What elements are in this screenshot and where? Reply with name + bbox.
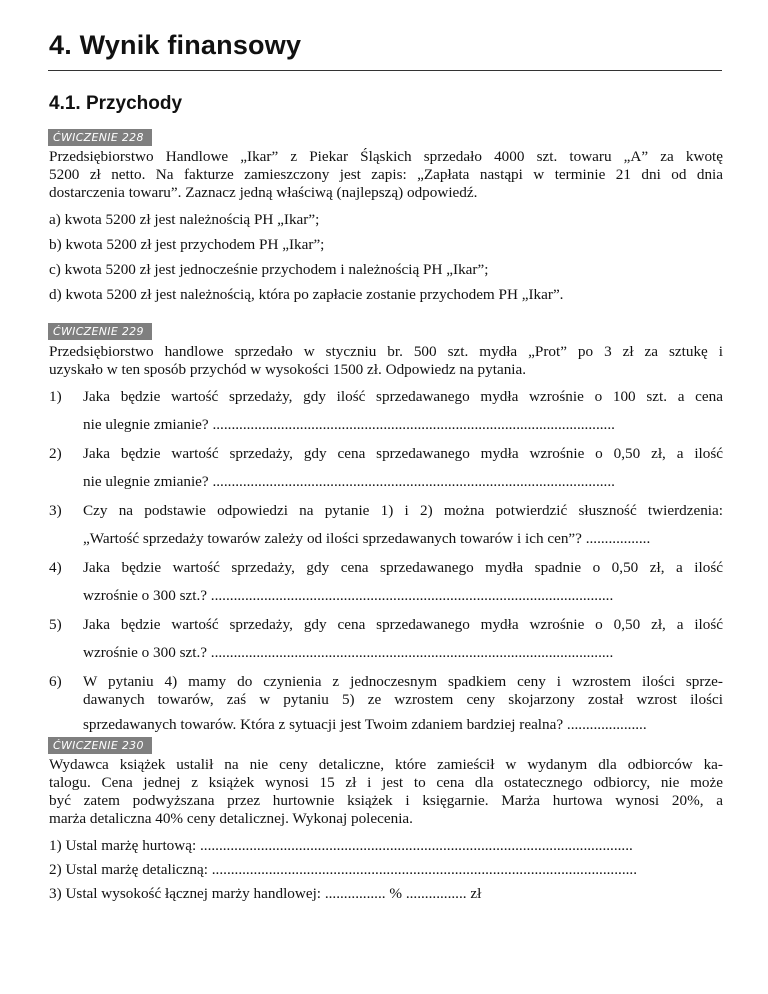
exercise-230-intro-line-3: być zatem podwyższana przez hurtownie książek i księgarnie. Marża hurtowa wynosi 20%, a [49,792,723,809]
title-divider [48,70,722,71]
exercise-228-option-b: b) kwota 5200 zł jest przychodem PH „Ikar”; [49,236,325,253]
exercise-228-intro-line-2: 5200 zł netto. Na fakturze zamieszczony jest zapis: „Zapłata nastąpi w terminie 21 dni od dnia [49,166,723,183]
exercise-228-intro-line-3: dostarczenia towaru”. Zaznacz jedną właściwą (najlepszą) odpowiedź. [49,184,478,201]
exercise-229-question-4 [49,559,723,577]
question-5-text: Jaka będzie wartość sprzedaży, gdy cena sprzedawanego mydła wzrośnie o 0,50 zł, a ilość [83,616,723,633]
question-2-number: 2) [49,445,62,462]
exercise-228-intro-line-1: Przedsiębiorstwo Handlowe „Ikar” z Piekar Śląskich sprzedało 4000 szt. towaru „A” za kwotę [49,148,723,165]
question-1-text: Jaka będzie wartość sprzedaży, gdy ilość sprzedawanego mydła wzrośnie o 100 szt. a cena [83,388,723,405]
question-5-number: 5) [49,616,62,633]
question-4-number: 4) [49,559,62,576]
question-4-text: Jaka będzie wartość sprzedaży, gdy cena sprzedawanego mydła spadnie o 0,50 zł, a ilość [83,559,723,576]
section-title: 4.1. Przychody [49,93,183,114]
question-6-number: 6) [49,673,62,690]
question-3-answer-line: „Wartość sprzedaży towarów zależy od ilości sprzedawanych towarów i ich cen”? ................. [83,530,651,547]
chapter-title: 4. Wynik finansowy [49,30,302,60]
exercise-230-task-1: 1) Ustal marżę hurtową: .................................................................................................................. [49,837,633,854]
exercise-230-task-3: 3) Ustal wysokość łącznej marży handlowej: ................ % ................ zł [49,885,482,902]
exercise-230-task-2: 2) Ustal marżę detaliczną: ................................................................................................................ [49,861,638,878]
question-2-answer-line: nie ulegnie zmianie? .......................................................................................................... [83,473,615,490]
exercise-229-question-1 [49,388,723,406]
question-2-text: Jaka będzie wartość sprzedaży, gdy cena sprzedawanego mydła wzrośnie o 0,50 zł, a ilość [83,445,723,462]
exercise-230-intro-line-2: talogu. Cena jednej z książek wynosi 15 zł i jest to cena dla ostatecznego odbiorcy, nie może [49,774,723,791]
exercise-228-option-d: d) kwota 5200 zł jest należnością, która po zapłacie zostanie przychodem PH „Ikar”. [49,286,564,303]
exercise-229-intro-line-1: Przedsiębiorstwo handlowe sprzedało w styczniu br. 500 szt. mydła „Prot” po 3 zł za sztukę i [49,343,723,360]
exercise-229-label: ĆWICZENIE 229 [48,323,152,340]
exercise-229-intro-line-2: uzyskało w ten sposób przychód w wysokości 1500 zł. Odpowiedz na pytania. [49,361,527,378]
exercise-228-option-a: a) kwota 5200 zł jest należnością PH „Ikar”; [49,211,320,228]
question-6-text-line-1: W pytaniu 4) mamy do czynienia z jednoczesnym spadkiem ceny i wzrostem ilości sprze- [83,673,723,690]
question-1-answer-line: nie ulegnie zmianie? .......................................................................................................... [83,416,615,433]
question-6-text-line-2: dawanych towarów, zaś w pytaniu 5) ze wzrostem ceny skojarzony został wzrost ilości [83,691,723,708]
question-3-text: Czy na podstawie odpowiedzi na pytanie 1) i 2) można potwierdzić słuszność twierdzenia: [83,502,723,519]
question-6-answer-line: sprzedawanych towarów. Która z sytuacji jest Twoim zdaniem bardziej realna? ..................... [83,716,647,733]
exercise-228-label: ĆWICZENIE 228 [48,129,152,146]
exercise-230-label: ĆWICZENIE 230 [48,737,152,754]
exercise-230-intro-line-4: marża detaliczna 40% ceny detalicznej. Wykonaj polecenia. [49,810,413,827]
question-4-answer-line: wzrośnie o 300 szt.? .......................................................................................................... [83,587,614,604]
exercise-228-option-c: c) kwota 5200 zł jest jednocześnie przychodem i należnością PH „Ikar”; [49,261,489,278]
question-1-number: 1) [49,388,62,405]
exercise-229-question-3 [49,502,723,520]
exercise-229-question-2 [49,445,723,463]
exercise-229-question-5 [49,616,723,634]
question-5-answer-line: wzrośnie o 300 szt.? .......................................................................................................... [83,644,614,661]
question-3-number: 3) [49,502,62,519]
exercise-229-question-6 [49,673,723,691]
exercise-230-intro-line-1: Wydawca książek ustalił na nie ceny detaliczne, które zamieścił w wydanym dla odbiorców ka- [49,756,723,773]
